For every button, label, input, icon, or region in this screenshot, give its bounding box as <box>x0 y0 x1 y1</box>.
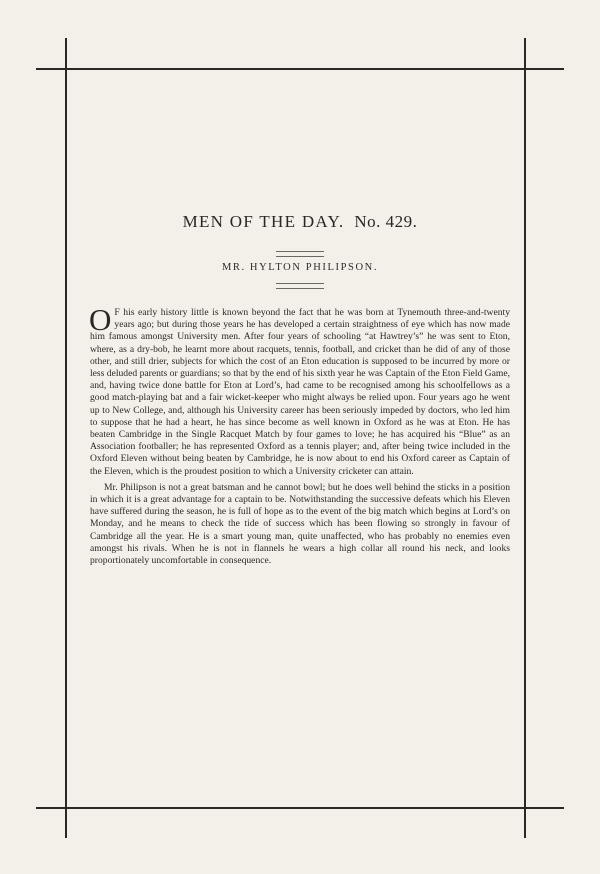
title-divider <box>276 251 324 257</box>
frame-top-line <box>36 68 564 70</box>
frame-bottom-line <box>36 807 564 809</box>
page-title <box>0 212 600 232</box>
frame-right-line <box>524 38 526 838</box>
subtitle-divider <box>276 283 324 289</box>
drop-cap: O <box>89 302 112 337</box>
paragraph-1-text: F his early history little is known beyond the fact that he was born at Tynemouth three-and-twenty years ago; but during those years he has developed a certain straightness of eye which has now made him famous amongst University men. After four years of schooling “at Hawtrey’s” he was sent to Eton, where, as a dry-bob, he learnt more about racquets, tennis, football, and cricket than he did of any of those other, and still drier, subjects for which the cost of an Eton education is supposed to be incurred by more or less deluded parents or guardians; so that by the end of his sixth year he was Captain of the Eton Field Game, and, having twice done battle for Eton at Lord’s, had came to be recognised among his schoolfellows as a good match-playing bat and a fair wicket-keeper who might always be relied upon. Four years ago he went up to New College, and, although his University career has been seriously impeded by doctors, who led him to suppose that he had a heart, he has since become as well known in Oxford as he was at Eton. He has beaten Cambridge in the Single Racquet Match by four games to love; he has acquired his “Blue” as an Association footballer; he has represented Oxford as a tennis player; and, after being twice included in the Oxford Eleven without being beaten by Cambridge, he is now about to end his Oxford career as Captain of the Eleven, which is the proudest position to which a University cricketer can attain. <box>90 307 510 477</box>
issue-number: No. 429. <box>354 212 418 231</box>
article-body <box>89 302 510 567</box>
article-subtitle: MR. HYLTON PHILIPSON. <box>221 262 379 273</box>
paragraph-1 <box>89 302 510 478</box>
frame-left-line <box>65 38 67 838</box>
paragraph-2: Mr. Philipson is not a great batsman and he cannot bowl; but he does well behind the sticks in a position in which it is a great advantage for a captain to be. Notwithstanding the successive defeats which his Eleven have suffered during the season, he is full of hope as to the event of the big match which begins at Lord’s on Monday, and he means to check the tide of success which has been flowing so strongly in favour of Cambridge all the year. He is a smart young man, quite unaffected, who has probably no enemies even amongst his rivals. When he is not in flannels he wears a high collar all round his neck, and looks proportionately uncomfortable in consequence. <box>90 481 510 567</box>
page-title-text: MEN OF THE DAY. <box>182 212 345 231</box>
